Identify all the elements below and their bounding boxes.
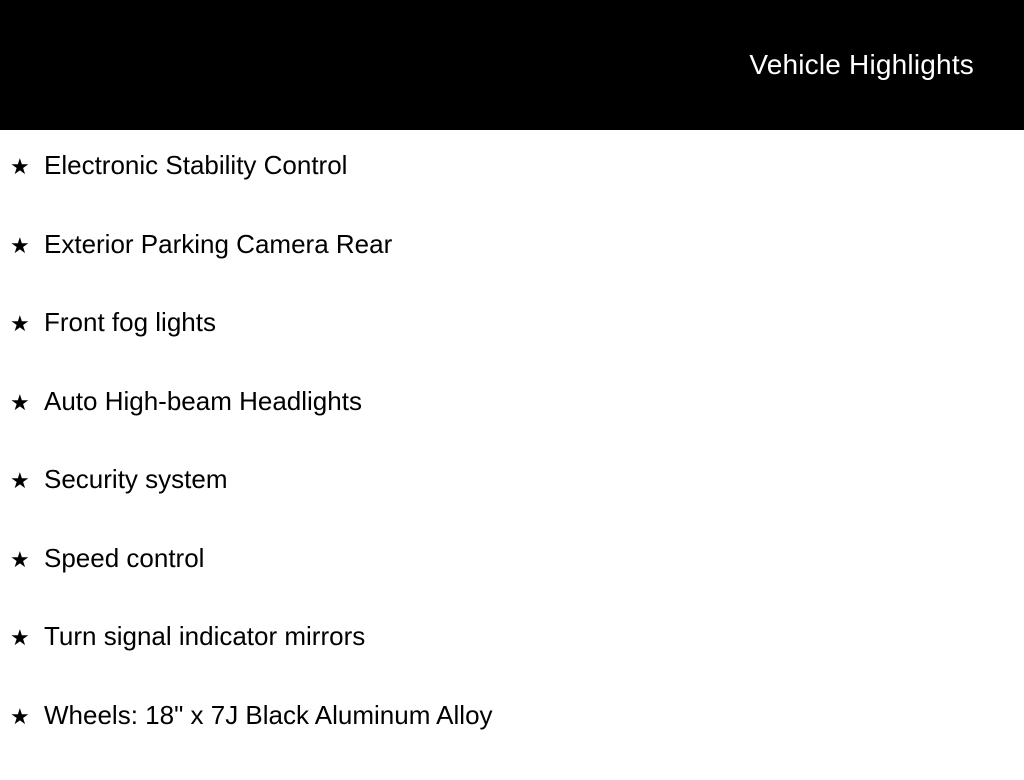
star-icon: ★: [10, 156, 44, 178]
page-title: Vehicle Highlights: [749, 51, 974, 79]
star-icon: ★: [10, 627, 44, 649]
star-icon: ★: [10, 313, 44, 335]
list-item: [0, 466, 1024, 545]
list-item-label: Electronic Stability Control: [44, 152, 347, 178]
vehicle-features-list: [0, 130, 1024, 780]
list-item-label: Wheels: 18" x 7J Black Aluminum Alloy: [44, 702, 493, 728]
list-item-label: Turn signal indicator mirrors: [44, 623, 365, 649]
header-bar: [0, 0, 1024, 130]
star-icon: ★: [10, 549, 44, 571]
list-item: [0, 231, 1024, 310]
list-item: [0, 545, 1024, 624]
star-icon: ★: [10, 706, 44, 728]
list-item-label: Front fog lights: [44, 309, 216, 335]
list-item: [0, 309, 1024, 388]
list-item-label: Speed control: [44, 545, 204, 571]
list-item-label: Auto High-beam Headlights: [44, 388, 362, 414]
star-icon: ★: [10, 235, 44, 257]
list-item: [0, 152, 1024, 231]
star-icon: ★: [10, 392, 44, 414]
list-item: [0, 623, 1024, 702]
list-item: [0, 388, 1024, 467]
list-item: [0, 702, 1024, 780]
list-item-label: Exterior Parking Camera Rear: [44, 231, 392, 257]
star-icon: ★: [10, 470, 44, 492]
list-item-label: Security system: [44, 466, 228, 492]
